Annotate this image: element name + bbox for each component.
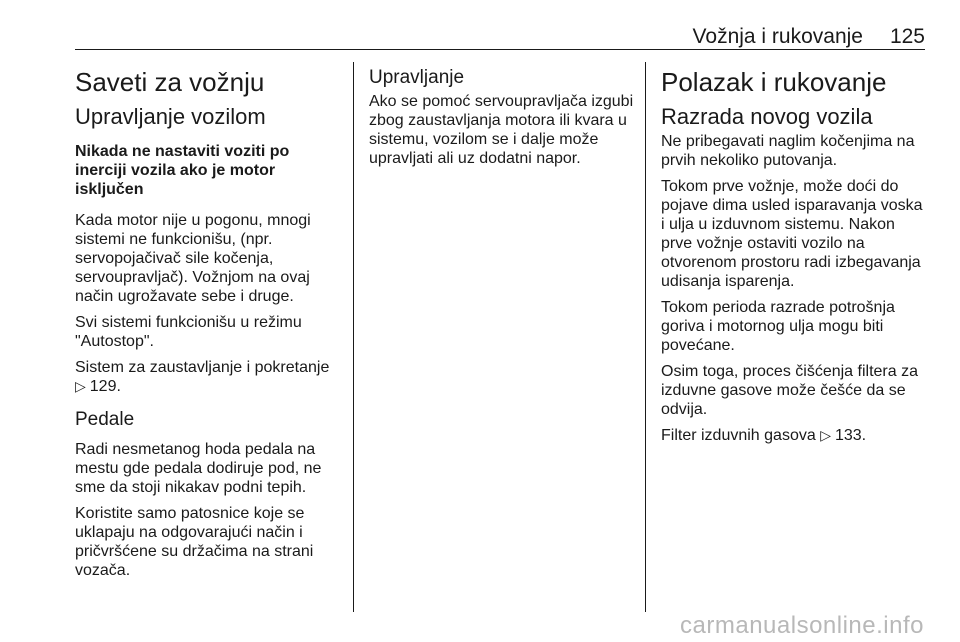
paragraph: Ne pribegavati naglim kočenjima na prvih nekoliko putovanja. bbox=[661, 133, 915, 169]
chapter-title: Saveti za vožnju bbox=[75, 67, 265, 97]
column-divider bbox=[353, 62, 354, 612]
header-rule bbox=[75, 49, 925, 50]
paragraph: Tokom prve vožnje, može doći do pojave dima usled isparavanja voska i ulja u izduvnom sistemu. Nakon prve vožnje ostaviti vozilo na otvorenom prostoru radi izbegavanja udisanja isparenja. bbox=[661, 178, 923, 290]
subsection-heading: Upravljanje bbox=[369, 67, 465, 88]
paragraph: Svi sistemi funkcionišu u režimu "Autostop". bbox=[75, 314, 302, 350]
arrow-reference-icon: ▷ bbox=[75, 378, 86, 394]
page-header bbox=[75, 26, 925, 48]
arrow-reference-icon: ▷ bbox=[820, 427, 831, 443]
column-left bbox=[75, 66, 340, 587]
page-number: 125 bbox=[889, 25, 925, 48]
column-middle bbox=[369, 66, 634, 175]
paragraph-text: Sistem za zaustavljanje i pokretanje bbox=[75, 359, 330, 376]
warning-heading: Nikada ne nastaviti voziti po inerciji vozila ako je motor isključen bbox=[75, 143, 290, 198]
paragraph: Ako se pomoć servoupravljača izgubi zbog zaustavljanja motora ili kvara u sistemu, vozilom se i dalje može upravljati ali uz dodatni napor. bbox=[369, 93, 634, 167]
paragraph: Osim toga, proces čišćenja filtera za izduvne gasove može češće da se odvija. bbox=[661, 363, 918, 418]
paragraph bbox=[75, 358, 340, 396]
section-title: Upravljanje vozilom bbox=[75, 104, 266, 129]
paragraph: Koristite samo patosnice koje se uklapaju na odgovarajući način i pričvršćene su držačima na strani vozača. bbox=[75, 505, 314, 579]
paragraph bbox=[661, 426, 929, 445]
section-title: Razrada novog vozila bbox=[661, 104, 873, 129]
page-reference-link[interactable]: 133. bbox=[834, 427, 867, 444]
running-title: Vožnja i rukovanje bbox=[692, 25, 863, 48]
paragraph: Tokom perioda razrade potrošnja goriva i motornog ulja mogu biti povećane. bbox=[661, 299, 895, 354]
column-right bbox=[661, 66, 929, 452]
column-divider bbox=[645, 62, 646, 612]
chapter-title: Polazak i rukovanje bbox=[661, 67, 887, 97]
paragraph-text: Filter izduvnih gasova bbox=[661, 427, 816, 444]
page-reference-link[interactable]: 129. bbox=[89, 378, 121, 395]
paragraph: Radi nesmetanog hoda pedala na mestu gde pedala dodiruje pod, ne sme da stoji nikakav podni tepih. bbox=[75, 441, 322, 496]
subsection-heading: Pedale bbox=[75, 409, 135, 430]
watermark: carmanualsonline.info bbox=[680, 612, 924, 639]
paragraph: Kada motor nije u pogonu, mnogi sistemi ne funkcionišu, (npr. servopojačivač sile kočenja, servoupravljač). Vožnjom na ovaj način ugrožavate sebe i druge. bbox=[75, 212, 311, 305]
